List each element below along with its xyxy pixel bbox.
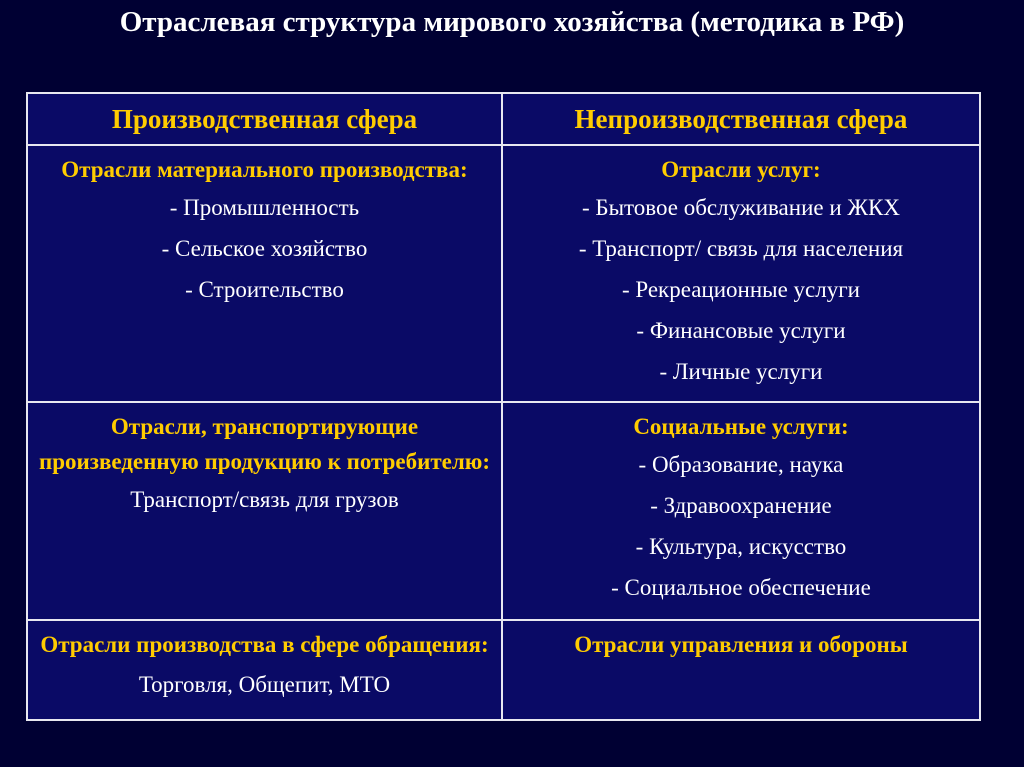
list-item: - Образование, наука xyxy=(638,452,844,477)
list-item: - Здравоохранение xyxy=(650,493,832,518)
list-item: - Бытовое обслуживание и ЖКХ xyxy=(581,195,900,220)
table-row xyxy=(27,402,980,620)
list-item: - Промышленность xyxy=(169,195,360,220)
cell-heading: Отрасли материального производства: xyxy=(61,157,468,182)
list-item: Транспорт/связь для грузов xyxy=(130,487,399,512)
list-item: - Сельское хозяйство xyxy=(161,236,368,261)
cell-heading: Отрасли производства в сфере обращения: xyxy=(40,632,489,657)
cell-services xyxy=(502,145,980,402)
cell-circulation-industries xyxy=(27,620,502,720)
list-item: - Культура, искусство xyxy=(635,534,847,559)
list-item: - Личные услуги xyxy=(659,359,823,384)
table-row xyxy=(27,620,980,720)
cell-heading: Отрасли, транспортирующие произведенную продукцию к потребителю: xyxy=(38,414,490,474)
industry-structure-table xyxy=(26,92,981,721)
list-item: - Рекреационные услуги xyxy=(621,277,860,302)
list-item: - Транспорт/ связь для населения xyxy=(578,236,904,261)
cell-management-defense xyxy=(502,620,980,720)
list-item: Торговля, Общепит, МТО xyxy=(138,672,391,697)
list-item: - Строительство xyxy=(185,277,344,302)
cell-heading: Отрасли управления и обороны xyxy=(574,632,908,657)
cell-transport-industries xyxy=(27,402,502,620)
table-row xyxy=(27,145,980,402)
header-cell-production xyxy=(27,93,502,145)
cell-social-services xyxy=(502,402,980,620)
header-cell-non-production xyxy=(502,93,980,145)
list-item: - Социальное обеспечение xyxy=(611,575,871,600)
header-production-sphere: Производственная сфера xyxy=(111,104,418,134)
header-non-production-sphere: Непроизводственная сфера xyxy=(574,104,908,134)
table-header-row xyxy=(27,93,980,145)
slide-title: Отраслевая структура мирового хозяйства (методика в РФ) xyxy=(119,6,905,38)
cell-heading: Социальные услуги: xyxy=(633,414,849,439)
cell-material-production xyxy=(27,145,502,402)
cell-heading: Отрасли услуг: xyxy=(661,157,821,182)
list-item: - Финансовые услуги xyxy=(636,318,846,343)
